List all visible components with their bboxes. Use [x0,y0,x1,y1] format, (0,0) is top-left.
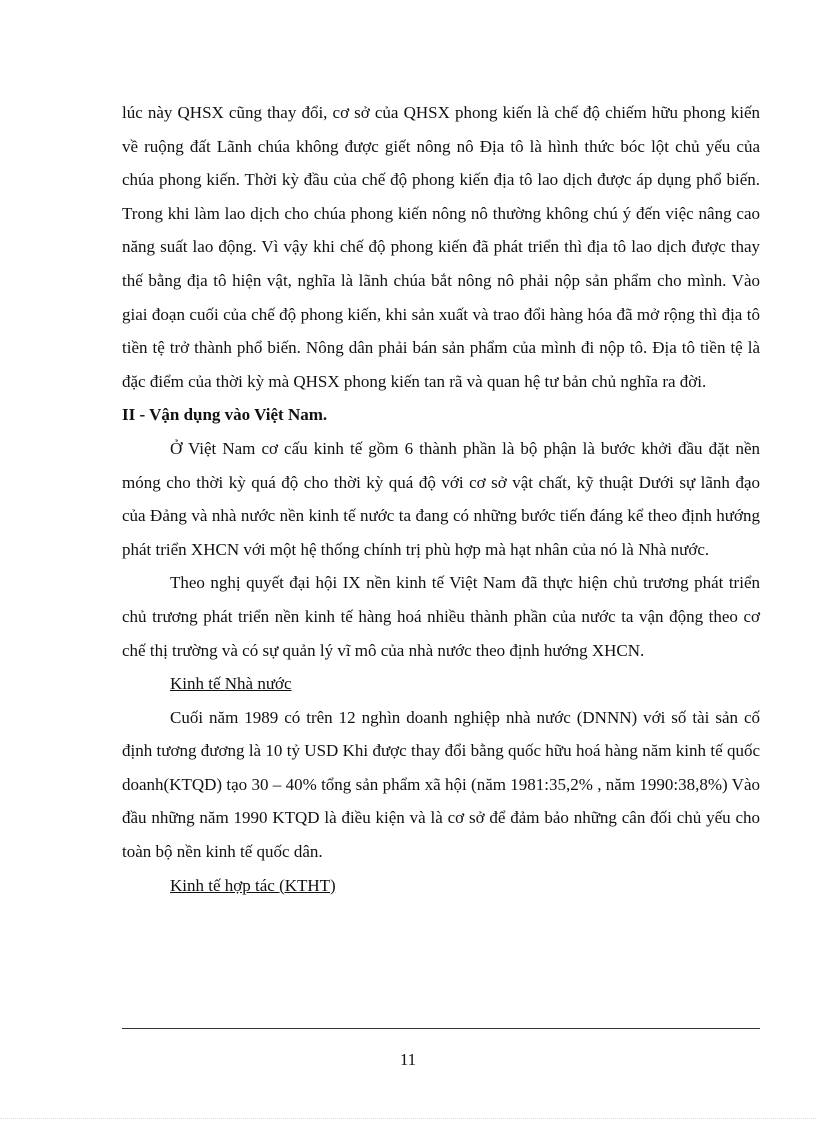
paragraph-congress-resolution: Theo nghị quyết đại hội IX nền kinh tế Việt Nam đã thực hiện chủ trương phát triển chủ trương phát triển nền kinh tế hàng hoá nhiều thành phần của nước ta vận động theo cơ chế thị trường và có sự quản lý vĩ mô của nhà nước theo định hướng XHCN. [122,573,760,660]
paragraph-feudal-rent: lúc này QHSX cũng thay đổi, cơ sở của QHSX phong kiến là chế độ chiếm hữu phong kiến về ruộng đất Lãnh chúa không được giết nông nô Địa tô là hình thức bóc lột chủ yếu của chúa phong kiến. Thời kỳ đầu của chế độ phong kiến địa tô lao dịch được áp dụng phổ biến. Trong khi làm lao dịch cho chúa phong kiến nông nô thường không chú ý đến việc nâng cao năng suất lao động. Vì vậy khi chế độ phong kiến đã phát triển thì địa tô lao dịch được thay thế bằng địa tô hiện vật, nghĩa là lãnh chúa bắt nông nô phải nộp sản phẩm cho mình. Vào giai đoạn cuối của chế độ phong kiến, khi sản xuất và trao đổi hàng hóa đã mở rộng thì địa tô tiền tệ trở thành phổ biến. Nông dân phải bán sản phẩm của mình đi nộp tô. Địa tô tiền tệ là đặc điểm của thời kỳ mà QHSX phong kiến tan rã và quan hệ tư bản chủ nghĩa ra đời. [122,103,760,391]
page-bottom-edge [0,1118,816,1119]
paragraph-state-enterprises: Cuối năm 1989 có trên 12 nghìn doanh nghiệp nhà nước (DNNN) với số tài sản cố định tương đương là 10 tỷ USD Khi được thay đổi bằng quốc hữu hoá hàng năm kinh tế quốc doanh(KTQD) tạo 30 – 40% tổng sản phẩm xã hội (năm 1981:35,2% , năm 1990:38,8%) Vào đầu những năm 1990 KTQD là điều kiện và là cơ sở để đảm bảo những cân đối chủ yếu cho toàn bộ nền kinh tế quốc dân. [122,707,760,862]
page-number: 11 [399,1050,417,1069]
page-body [122,96,760,902]
section-heading: II - Vận dụng vào Việt Nam. [122,405,328,425]
subheading-cooperative-economy: Kinh tế hợp tác (KTHT) [170,875,336,895]
footer-divider [122,1028,760,1029]
paragraph-economic-structure: Ở Việt Nam cơ cấu kinh tế gồm 6 thành phần là bộ phận là bước khởi đầu đặt nền móng cho thời kỳ quá độ cho thời kỳ quá độ với cơ sở vật chất, kỹ thuật Dưới sự lãnh đạo của Đảng và nhà nước nền kinh tế nước ta đang có những bước tiến đáng kể theo định hướng phát triển XHCN với một hệ thống chính trị phù hợp mà hạt nhân của nó là Nhà nước. [122,438,760,559]
subheading-state-economy: Kinh tế Nhà nước [170,674,292,694]
